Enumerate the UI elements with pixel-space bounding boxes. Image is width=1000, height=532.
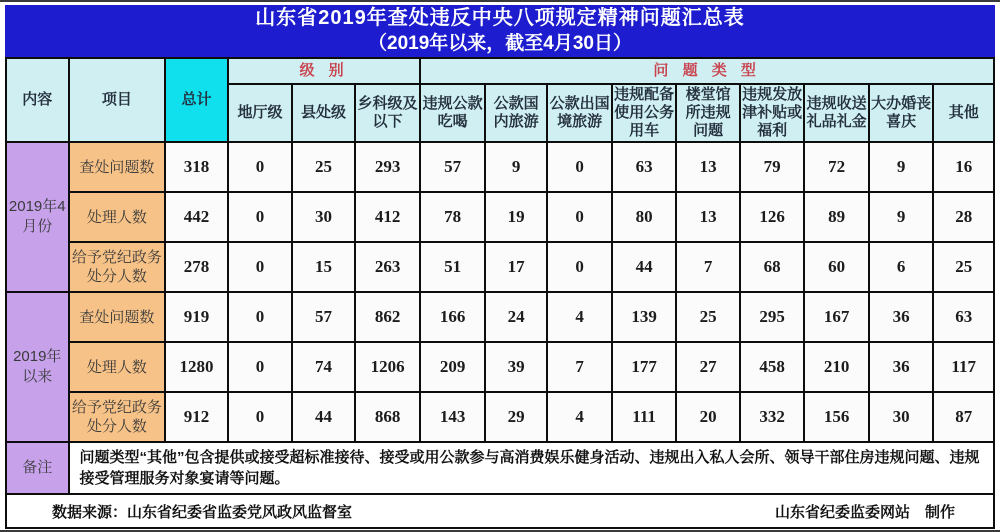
row-label: 处理人数: [69, 192, 166, 242]
total-cell: 442: [165, 192, 228, 242]
col-header-type: 违规收送礼品礼金: [804, 84, 869, 142]
value-cell: 0: [228, 392, 293, 442]
total-cell: 278: [165, 242, 228, 292]
value-cell: 4: [547, 392, 612, 442]
header-type-group: 问 题 类 型: [420, 58, 994, 84]
value-cell: 44: [612, 242, 677, 292]
value-cell: 63: [933, 292, 994, 342]
value-cell: 7: [547, 342, 612, 392]
value-cell: 143: [420, 392, 485, 442]
value-cell: 16: [933, 142, 994, 192]
value-cell: 167: [804, 292, 869, 342]
col-header-level: 乡科级及以下: [355, 84, 421, 142]
value-cell: 79: [740, 142, 805, 192]
col-header-type: 公款国内旅游: [485, 84, 548, 142]
value-cell: 25: [676, 292, 740, 342]
value-cell: 117: [933, 342, 994, 392]
value-cell: 210: [804, 342, 869, 392]
value-cell: 293: [355, 142, 421, 192]
value-cell: 57: [292, 292, 355, 342]
col-header-type: 违规发放津补贴或福利: [740, 84, 805, 142]
value-cell: 0: [228, 192, 293, 242]
footer-row: [6, 494, 994, 528]
value-cell: 412: [355, 192, 421, 242]
value-cell: 30: [292, 192, 355, 242]
total-cell: 912: [165, 392, 228, 442]
header-level-group: 级 别: [228, 58, 421, 84]
value-cell: 30: [869, 392, 934, 442]
value-cell: 68: [740, 242, 805, 292]
table-title-bar: [5, 5, 995, 57]
value-cell: 87: [933, 392, 994, 442]
period-label: 2019年4月份: [6, 142, 69, 292]
value-cell: 0: [547, 142, 612, 192]
header-content: 内容: [6, 58, 69, 142]
value-cell: 80: [612, 192, 677, 242]
table-row: [6, 142, 994, 192]
row-label: 给予党纪政务处分人数: [69, 392, 166, 442]
value-cell: 36: [869, 292, 934, 342]
remark-row: [6, 442, 994, 494]
value-cell: 57: [420, 142, 485, 192]
value-cell: 295: [740, 292, 805, 342]
footer-cell: [6, 494, 994, 528]
total-cell: 1280: [165, 342, 228, 392]
value-cell: 0: [228, 342, 293, 392]
table-subtitle: （2019年以来，截至4月30日）: [368, 33, 632, 54]
header-project: 项目: [69, 58, 166, 142]
col-header-level: 县处级: [292, 84, 355, 142]
table-row: [6, 242, 994, 292]
producer-text: 山东省纪委监委网站 制作: [774, 503, 955, 521]
value-cell: 6: [869, 242, 934, 292]
value-cell: 209: [420, 342, 485, 392]
total-cell: 919: [165, 292, 228, 342]
value-cell: 0: [547, 192, 612, 242]
value-cell: 156: [804, 392, 869, 442]
value-cell: 25: [292, 142, 355, 192]
value-cell: 332: [740, 392, 805, 442]
value-cell: 0: [228, 292, 293, 342]
value-cell: 13: [676, 142, 740, 192]
value-cell: 9: [869, 192, 934, 242]
col-header-type: 公款出国境旅游: [547, 84, 612, 142]
value-cell: 78: [420, 192, 485, 242]
value-cell: 44: [292, 392, 355, 442]
value-cell: 868: [355, 392, 421, 442]
col-header-type: 大办婚丧喜庆: [869, 84, 934, 142]
total-cell: 318: [165, 142, 228, 192]
value-cell: 24: [485, 292, 548, 342]
header-row-groups: [6, 58, 994, 84]
row-label: 查处问题数: [69, 292, 166, 342]
value-cell: 1206: [355, 342, 421, 392]
value-cell: 39: [485, 342, 548, 392]
value-cell: 862: [355, 292, 421, 342]
value-cell: 51: [420, 242, 485, 292]
value-cell: 36: [869, 342, 934, 392]
value-cell: 19: [485, 192, 548, 242]
value-cell: 0: [228, 242, 293, 292]
value-cell: 60: [804, 242, 869, 292]
table-row: [6, 192, 994, 242]
value-cell: 20: [676, 392, 740, 442]
value-cell: 29: [485, 392, 548, 442]
value-cell: 0: [228, 142, 293, 192]
row-label: 处理人数: [69, 342, 166, 392]
data-source-text: 数据来源：山东省纪委省监委党风政风监督室: [52, 503, 353, 521]
value-cell: 9: [869, 142, 934, 192]
value-cell: 25: [933, 242, 994, 292]
table-row: [6, 292, 994, 342]
col-header-type: 违规配备使用公务用车: [612, 84, 677, 142]
table-title: 山东省2019年查处违反中央八项规定精神问题汇总表: [255, 7, 745, 29]
value-cell: 13: [676, 192, 740, 242]
value-cell: 17: [485, 242, 548, 292]
value-cell: 15: [292, 242, 355, 292]
value-cell: 74: [292, 342, 355, 392]
value-cell: 111: [612, 392, 677, 442]
value-cell: 139: [612, 292, 677, 342]
col-header-type: 其他: [933, 84, 994, 142]
period-label: 2019年以来: [6, 292, 69, 442]
value-cell: 4: [547, 292, 612, 342]
value-cell: 63: [612, 142, 677, 192]
value-cell: 7: [676, 242, 740, 292]
value-cell: 27: [676, 342, 740, 392]
value-cell: 72: [804, 142, 869, 192]
summary-table: [5, 57, 995, 529]
row-label: 给予党纪政务处分人数: [69, 242, 166, 292]
col-header-level: 地厅级: [228, 84, 293, 142]
value-cell: 166: [420, 292, 485, 342]
remark-label: 备注: [6, 442, 69, 494]
table-row: [6, 392, 994, 442]
table-row: [6, 342, 994, 392]
header-total: 总计: [165, 58, 228, 142]
value-cell: 9: [485, 142, 548, 192]
value-cell: 263: [355, 242, 421, 292]
row-label: 查处问题数: [69, 142, 166, 192]
col-header-type: 楼堂馆所违规问题: [676, 84, 740, 142]
value-cell: 458: [740, 342, 805, 392]
remark-text: 问题类型“其他”包含提供或接受超标准接待、接受或用公款参与高消费娱乐健身活动、违规出入私人会所、领导干部住房违规问题、违规接受管理服务对象宴请等问题。: [69, 442, 995, 494]
col-header-type: 违规公款吃喝: [420, 84, 485, 142]
value-cell: 0: [547, 242, 612, 292]
value-cell: 126: [740, 192, 805, 242]
value-cell: 177: [612, 342, 677, 392]
value-cell: 89: [804, 192, 869, 242]
value-cell: 28: [933, 192, 994, 242]
